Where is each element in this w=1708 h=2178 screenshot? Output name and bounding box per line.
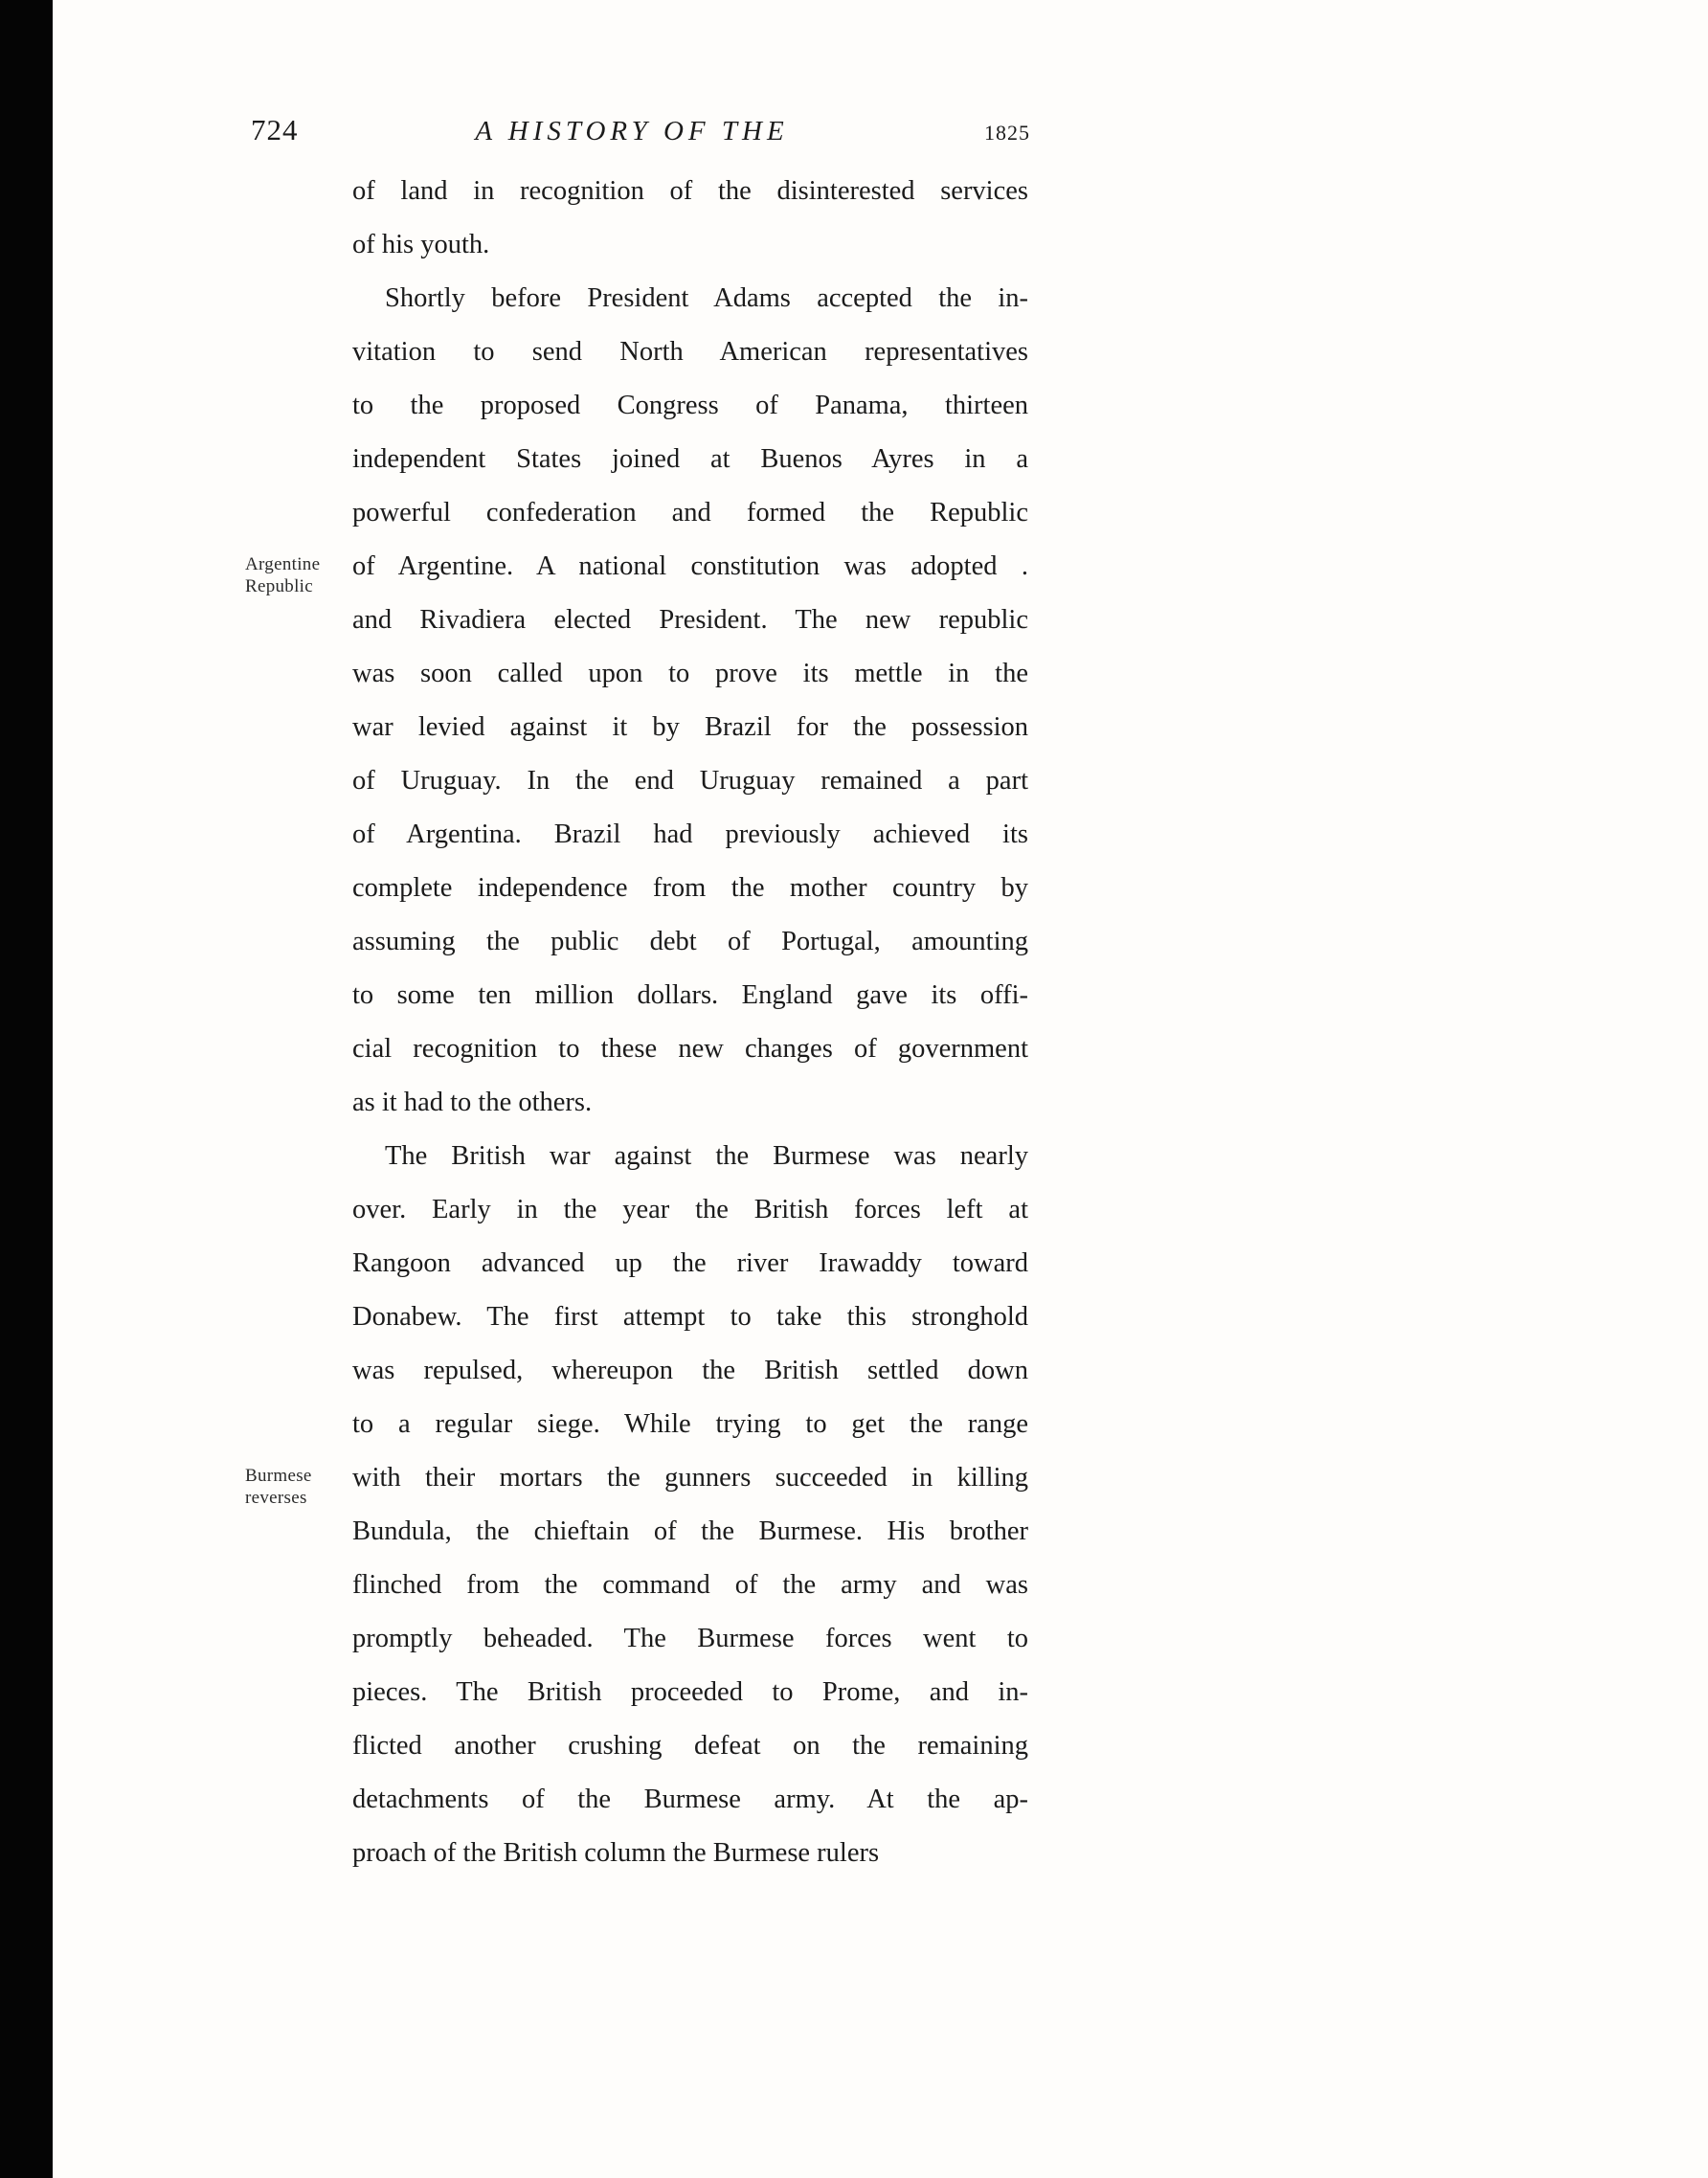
body-line: of Uruguay. In the end Uruguay remained a part bbox=[352, 766, 1028, 796]
body-line: Bundula, the chieftain of the Burmese. His brother bbox=[352, 1516, 1028, 1546]
body-line: vitation to send North American representatives bbox=[352, 337, 1028, 367]
body-text bbox=[352, 165, 1028, 1880]
body-line: of his youth. bbox=[352, 230, 490, 259]
body-line: to a regular siege. While trying to get the range bbox=[352, 1409, 1028, 1439]
body-line: proach of the British column the Burmese rulers bbox=[352, 1838, 880, 1868]
year-label: 1825 bbox=[984, 121, 1030, 145]
body-line: of land in recognition of the disinterested services bbox=[352, 176, 1028, 206]
body-line: flicted another crushing defeat on the remaining bbox=[352, 1731, 1028, 1761]
body-line: to the proposed Congress of Panama, thirteen bbox=[352, 391, 1028, 420]
body-line: powerful confederation and formed the Republic bbox=[352, 498, 1028, 528]
body-line: was repulsed, whereupon the British settled down bbox=[352, 1356, 1028, 1385]
body-line: The British war against the Burmese was nearly bbox=[385, 1141, 1028, 1171]
body-line: to some ten million dollars. England gave its offi- bbox=[352, 980, 1028, 1010]
margin-note-line: Burmese bbox=[245, 1466, 312, 1486]
body-line: over. Early in the year the British forces left at bbox=[352, 1195, 1028, 1224]
body-line: pieces. The British proceeded to Prome, and in- bbox=[352, 1677, 1028, 1707]
margin-note bbox=[245, 553, 358, 597]
margin-note-line: Republic bbox=[245, 576, 313, 596]
margin-note-line: Argentine bbox=[245, 554, 321, 574]
body-line: of Argentina. Brazil had previously achieved its bbox=[352, 820, 1028, 849]
page-number: 724 bbox=[251, 113, 299, 146]
body-line: Donabew. The first attempt to take this stronghold bbox=[352, 1302, 1028, 1332]
body-line: flinched from the command of the army and was bbox=[352, 1570, 1028, 1600]
margin-note bbox=[245, 1465, 358, 1509]
body-line: as it had to the others. bbox=[352, 1088, 593, 1117]
body-line: Shortly before President Adams accepted the in- bbox=[385, 283, 1028, 313]
body-line: of Argentine. A national constitution was adopted . bbox=[352, 551, 1028, 581]
body-line: complete independence from the mother country by bbox=[352, 873, 1028, 903]
margin-note-line: reverses bbox=[245, 1488, 307, 1508]
body-line: with their mortars the gunners succeeded in killing bbox=[352, 1463, 1028, 1493]
running-title: A HISTORY OF THE bbox=[475, 116, 789, 146]
body-line: was soon called upon to prove its mettle in the bbox=[352, 659, 1028, 688]
body-line: detachments of the Burmese army. At the ap- bbox=[352, 1785, 1028, 1814]
body-line: promptly beheaded. The Burmese forces went to bbox=[352, 1624, 1028, 1653]
body-line: assuming the public debt of Portugal, amounting bbox=[352, 927, 1028, 956]
body-line: cial recognition to these new changes of government bbox=[352, 1034, 1028, 1064]
body-line: war levied against it by Brazil for the possession bbox=[352, 712, 1028, 742]
scan-edge-strip bbox=[0, 0, 53, 2178]
body-line: independent States joined at Buenos Ayres in a bbox=[352, 444, 1028, 474]
body-line: and Rivadiera elected President. The new republic bbox=[352, 605, 1028, 635]
body-line: Rangoon advanced up the river Irawaddy toward bbox=[352, 1248, 1028, 1278]
